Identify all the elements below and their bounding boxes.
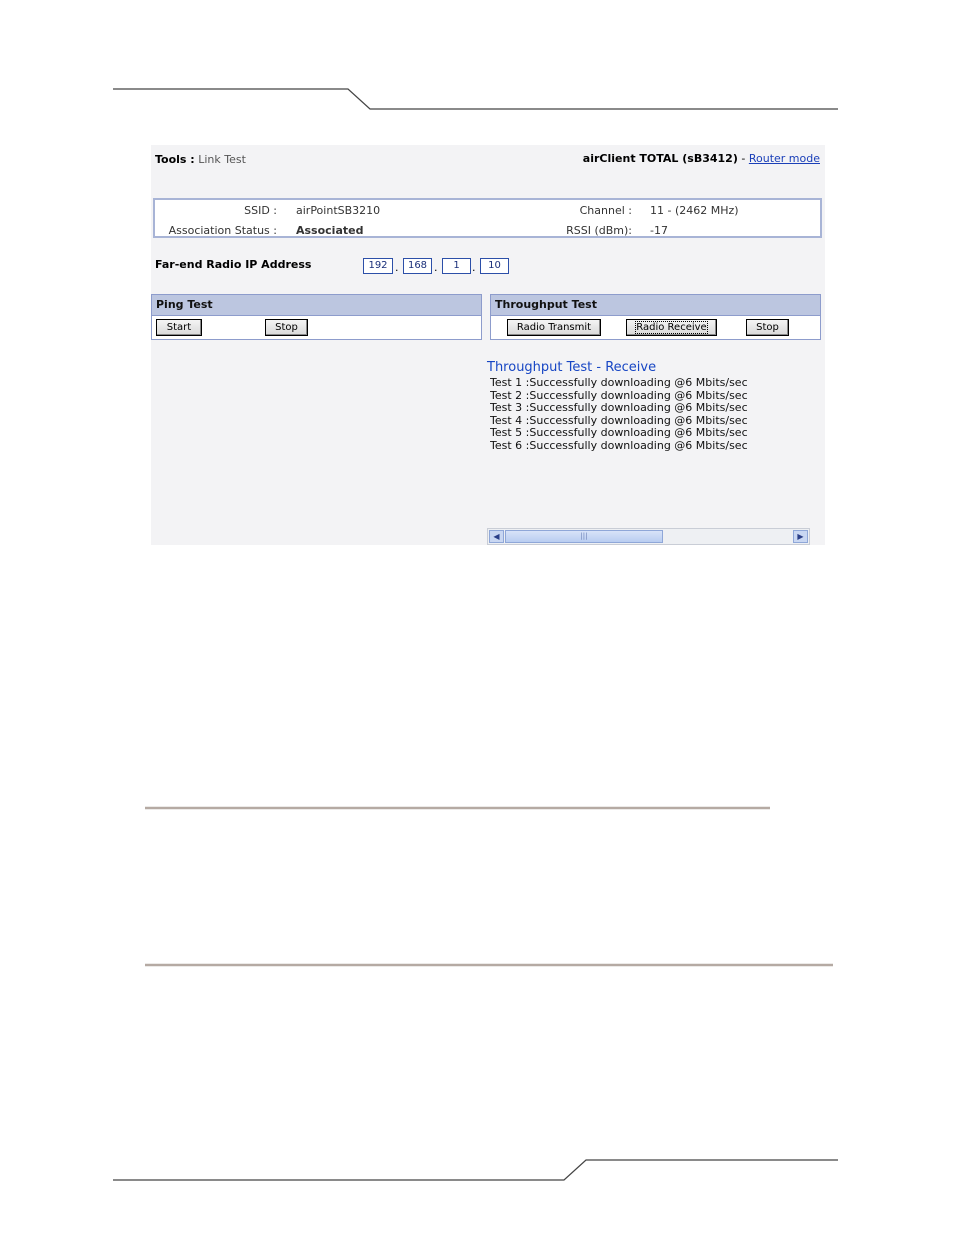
breadcrumb xyxy=(155,153,246,166)
radio-transmit-button[interactable] xyxy=(507,319,601,336)
ping-stop-label: Stop xyxy=(275,322,298,333)
ip-octet-3[interactable]: 1 xyxy=(442,258,471,274)
ip-octet-1[interactable]: 192 xyxy=(363,258,393,274)
ip-octet-2[interactable]: 168 xyxy=(403,258,432,274)
radio-transmit-label: Radio Transmit xyxy=(516,322,592,333)
horizontal-scrollbar[interactable] xyxy=(487,528,810,545)
association-status-box xyxy=(153,198,822,238)
scroll-thumb[interactable] xyxy=(505,530,663,543)
result-line: Test 2 :Successfully downloading @6 Mbits/sec xyxy=(490,388,748,402)
device-separator: - xyxy=(737,152,749,165)
device-name: airClient TOTAL (sB3412) xyxy=(582,152,738,165)
ping-start-button[interactable] xyxy=(156,319,202,336)
throughput-test-title: Throughput Test xyxy=(491,295,820,316)
throughput-stop-label: Stop xyxy=(756,322,779,333)
router-mode-link[interactable]: Router mode xyxy=(748,152,820,165)
association-value: Associated xyxy=(296,224,364,237)
breadcrumb-page: Link Test xyxy=(198,153,246,166)
footer-rule xyxy=(113,1160,838,1180)
ping-stop-button[interactable] xyxy=(265,319,308,336)
rssi-value: -17 xyxy=(650,224,668,237)
breadcrumb-section[interactable]: Tools : xyxy=(155,153,195,166)
throughput-stop-button[interactable] xyxy=(746,319,789,336)
association-label: Association Status : xyxy=(168,224,277,237)
result-line: Test 6 :Successfully downloading @6 Mbits/sec xyxy=(490,438,748,452)
radio-receive-button[interactable] xyxy=(626,319,717,336)
device-info xyxy=(583,152,820,165)
ip-dot-1: . xyxy=(395,261,399,274)
channel-label: Channel : xyxy=(579,204,632,217)
rssi-label: RSSI (dBm): xyxy=(566,224,632,237)
result-line: Test 1 :Successfully downloading @6 Mbits/sec xyxy=(490,377,748,389)
ssid-label: SSID : xyxy=(244,204,277,217)
ssid-value: airPointSB3210 xyxy=(296,204,381,217)
radio-receive-label: Radio Receive xyxy=(636,322,707,333)
throughput-result-log xyxy=(490,377,750,467)
scroll-right-icon[interactable]: ▶ xyxy=(793,530,808,543)
channel-value: 11 - (2462 MHz) xyxy=(650,204,739,217)
link-test-screenshot xyxy=(151,145,825,545)
ping-test-panel xyxy=(151,294,482,340)
throughput-test-panel xyxy=(490,294,821,340)
ip-dot-3: . xyxy=(472,261,476,274)
result-line: Test 4 :Successfully downloading @6 Mbits/sec xyxy=(490,413,748,427)
ping-test-title: Ping Test xyxy=(152,295,481,316)
ip-octet-4[interactable]: 10 xyxy=(480,258,509,274)
result-line: Test 3 :Successfully downloading @6 Mbits/sec xyxy=(490,401,748,414)
throughput-result-title: Throughput Test - Receive xyxy=(487,360,657,375)
scroll-left-icon[interactable]: ◀ xyxy=(489,530,504,543)
result-line: Test 5 :Successfully downloading @6 Mbits/sec xyxy=(490,426,748,439)
far-end-ip-label: Far-end Radio IP Address xyxy=(155,258,312,271)
scroll-grip-icon: ||| xyxy=(580,532,588,540)
ping-start-label: Start xyxy=(166,322,192,333)
ip-dot-2: . xyxy=(434,261,438,274)
header-rule xyxy=(113,89,838,109)
